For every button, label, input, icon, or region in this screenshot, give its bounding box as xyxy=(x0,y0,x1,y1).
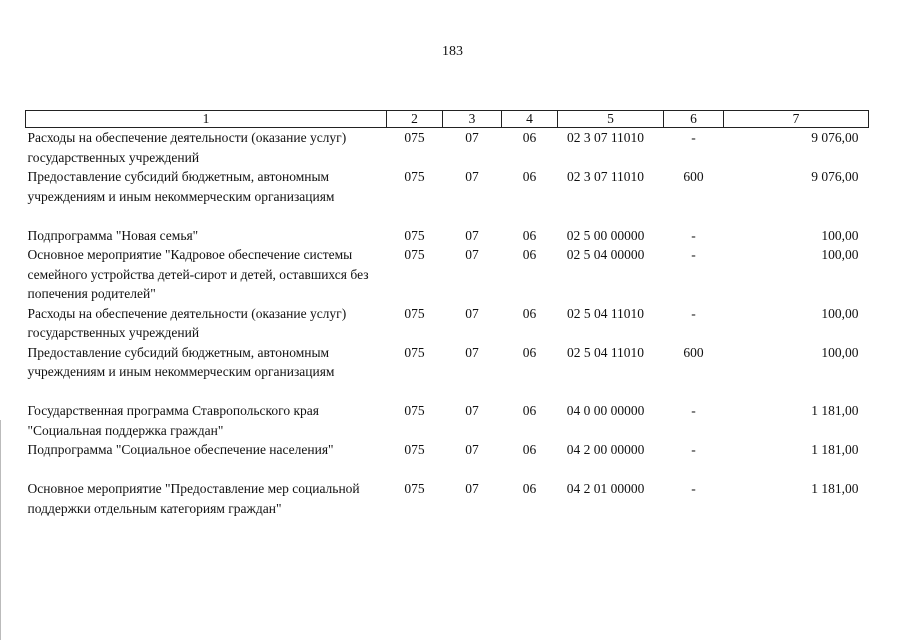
table-row xyxy=(26,479,869,518)
target-article-cell: 04 2 00 00000 xyxy=(566,442,645,457)
spacer-cell xyxy=(26,460,869,480)
section-cell: 07 xyxy=(465,403,479,418)
table-row xyxy=(26,440,869,460)
target-article-cell: 02 3 07 11010 xyxy=(566,169,645,184)
expense-type-cell: - xyxy=(691,481,696,496)
header-col-2: 2 xyxy=(387,111,443,128)
subsection-cell: 06 xyxy=(522,403,537,418)
scan-edge-mark xyxy=(0,420,3,640)
target-article-cell: 04 0 00 00000 xyxy=(566,403,645,418)
header-col-5: 5 xyxy=(558,111,664,128)
spacer-row xyxy=(26,460,869,480)
target-article-cell: 02 5 04 11010 xyxy=(566,305,645,321)
subsection-cell: 06 xyxy=(522,442,537,457)
description-cell: Предоставление субсидий бюджетным, автономным учреждениям и иным некоммерческим организациям xyxy=(27,344,335,379)
subsection-cell: 06 xyxy=(522,481,537,496)
ministry-code-cell: 075 xyxy=(404,227,425,243)
description-cell: Расходы на обеспечение деятельности (оказание услуг) государственных учреждений xyxy=(27,130,347,165)
section-cell: 07 xyxy=(465,130,479,145)
header-row xyxy=(26,111,869,128)
description-cell: Предоставление субсидий бюджетным, автономным учреждениям и иным некоммерческим организациям xyxy=(27,169,335,204)
amount-cell: 100,00 xyxy=(821,227,859,243)
amount-cell: 1 181,00 xyxy=(811,403,859,418)
budget-table xyxy=(25,110,869,518)
expense-type-cell: - xyxy=(691,130,696,145)
table-row xyxy=(26,128,869,168)
amount-cell: 9 076,00 xyxy=(811,130,859,145)
spacer-row xyxy=(26,206,869,226)
target-article-cell: 02 3 07 11010 xyxy=(566,130,645,145)
table-body xyxy=(26,128,869,519)
ministry-code-cell: 075 xyxy=(404,305,425,321)
target-article-cell: 02 5 04 11010 xyxy=(566,344,645,360)
expense-type-cell: - xyxy=(691,403,696,418)
description-cell: Государственная программа Ставропольского края "Социальная поддержка граждан" xyxy=(27,403,319,438)
table-row xyxy=(26,401,869,440)
ministry-code-cell: 075 xyxy=(404,130,425,145)
ministry-code-cell: 075 xyxy=(404,481,425,496)
description-cell: Основное мероприятие "Предоставление мер социальной поддержки отдельным категориям граждан" xyxy=(27,481,360,516)
subsection-cell: 06 xyxy=(522,247,537,262)
expense-type-cell: 600 xyxy=(683,169,704,184)
expense-type-cell: 600 xyxy=(683,344,704,360)
amount-cell: 1 181,00 xyxy=(811,442,859,457)
target-article-cell: 02 5 04 00000 xyxy=(566,247,645,262)
subsection-cell: 06 xyxy=(522,305,537,321)
spacer-cell xyxy=(26,206,869,226)
table-row xyxy=(26,343,869,382)
expense-type-cell: - xyxy=(691,247,696,262)
section-cell: 07 xyxy=(465,305,479,321)
section-cell: 07 xyxy=(465,344,479,360)
table-row xyxy=(26,167,869,206)
ministry-code-cell: 075 xyxy=(404,442,425,457)
subsection-cell: 06 xyxy=(522,227,537,243)
spacer-row xyxy=(26,382,869,402)
amount-cell: 100,00 xyxy=(821,247,859,262)
section-cell: 07 xyxy=(465,227,479,243)
description-cell: Основное мероприятие "Кадровое обеспечение системы семейного устройства детей-сирот и детей, оставшихся без попечения родителей" xyxy=(27,247,369,301)
amount-cell: 100,00 xyxy=(821,305,859,321)
table-row xyxy=(26,304,869,343)
description-cell: Расходы на обеспечение деятельности (оказание услуг) государственных учреждений xyxy=(27,305,347,340)
section-cell: 07 xyxy=(465,442,479,457)
subsection-cell: 06 xyxy=(522,169,537,184)
subsection-cell: 06 xyxy=(522,130,537,145)
section-cell: 07 xyxy=(465,169,479,184)
description-cell: Подпрограмма "Социальное обеспечение населения" xyxy=(27,442,334,457)
page-number: 183 xyxy=(442,44,463,59)
header-col-7: 7 xyxy=(724,111,869,128)
header-col-4: 4 xyxy=(502,111,558,128)
target-article-cell: 04 2 01 00000 xyxy=(566,481,645,496)
ministry-code-cell: 075 xyxy=(404,169,425,184)
table-row xyxy=(26,245,869,304)
amount-cell: 1 181,00 xyxy=(811,481,859,496)
header-col-6: 6 xyxy=(664,111,724,128)
ministry-code-cell: 075 xyxy=(404,344,425,360)
target-article-cell: 02 5 00 00000 xyxy=(566,227,645,243)
subsection-cell: 06 xyxy=(522,344,537,360)
header-col-1: 1 xyxy=(26,111,387,128)
expense-type-cell: - xyxy=(691,305,696,321)
amount-cell: 9 076,00 xyxy=(811,169,859,184)
description-cell: Подпрограмма "Новая семья" xyxy=(27,227,199,243)
spacer-cell xyxy=(26,382,869,402)
amount-cell: 100,00 xyxy=(821,344,859,360)
ministry-code-cell: 075 xyxy=(404,403,425,418)
section-cell: 07 xyxy=(465,481,479,496)
header-col-3: 3 xyxy=(443,111,502,128)
expense-type-cell: - xyxy=(691,227,696,243)
expense-type-cell: - xyxy=(691,442,696,457)
section-cell: 07 xyxy=(465,247,479,262)
table-row xyxy=(26,226,869,246)
ministry-code-cell: 075 xyxy=(404,247,425,262)
